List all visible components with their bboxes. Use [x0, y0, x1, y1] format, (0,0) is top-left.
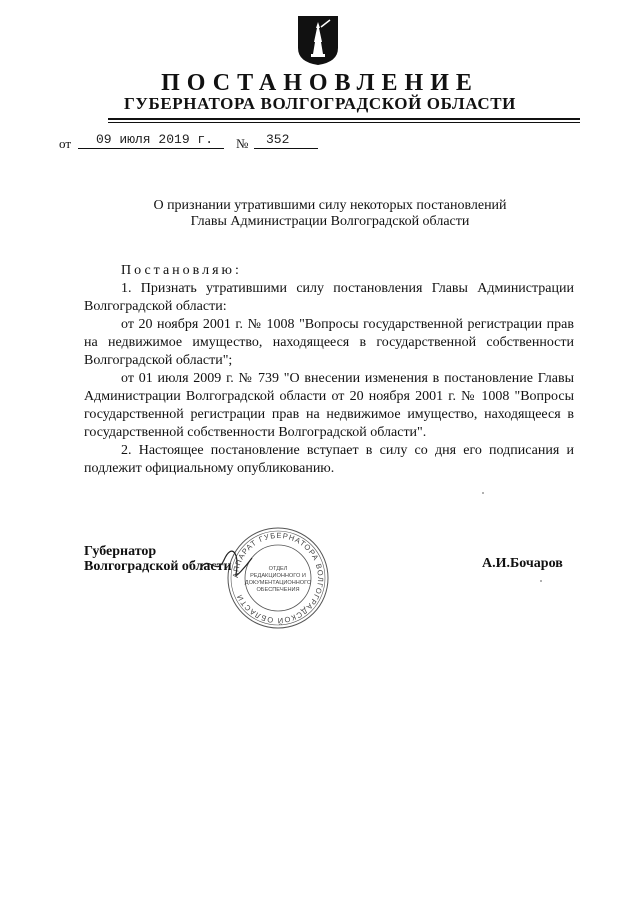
heading-line-1: О признании утратившими силу некоторых постановлений — [153, 198, 507, 213]
decree-word: Постановляю: — [121, 263, 242, 278]
signatory-position-line-1: Губернатор — [84, 544, 157, 559]
date-label: от — [59, 136, 72, 151]
handwritten-signature — [196, 548, 256, 582]
signatory-name: А.И.Бочаров — [482, 556, 563, 571]
document-title: ПОСТАНОВЛЕНИЕ — [161, 70, 479, 96]
stamp-inner-line-2: РЕДАКЦИОННОГО И — [250, 573, 306, 579]
stamp-inner-line-1: ОТДЕЛ — [268, 566, 288, 572]
date-underline — [78, 148, 224, 149]
number-underline — [254, 148, 318, 149]
scan-speck — [482, 492, 484, 494]
heading-line-2: Главы Администрации Волгоградской области — [190, 214, 470, 229]
scan-speck — [540, 580, 542, 582]
paragraph-item-2: 2. Настоящее постановление вступает в силу со дня его подписания и подлежит официальному опубликованию. — [84, 443, 574, 476]
stamp-outer-text: АППАРАТ ГУБЕРНАТОРА ВОЛГОГРАДСКОЙ ОБЛАСТИ — [230, 530, 326, 626]
paragraph-item-1: 1. Признать утратившими силу постановления Главы Администрации Волгоградской области: — [84, 281, 574, 314]
paragraph-item-1a: от 20 ноября 2001 г. № 1008 "Вопросы государственной регистрации прав на недвижимое имущество, находящееся в государственной собственности Волгоградской области"; — [84, 317, 574, 368]
volgograd-emblem-icon — [296, 14, 340, 66]
paragraph-item-1b: от 01 июля 2009 г. № 739 "О внесении изменения в постановление Главы Администрации Волгоградской области от 20 ноября 2001 г. № 1008 "Вопросы государственной регистрации прав на недвижимое имущество, находящееся в государственной собственности Волгоградской области". — [84, 371, 574, 440]
header-divider-thin — [108, 122, 580, 123]
document-subtitle: ГУБЕРНАТОРА ВОЛГОГРАДСКОЙ ОБЛАСТИ — [124, 94, 516, 113]
stamp-inner-line-3: ДОКУМЕНТАЦИОННОГО — [244, 580, 312, 586]
number-label: № — [236, 136, 249, 151]
document-heading — [120, 198, 540, 230]
date-value: 09 июля 2019 г. — [96, 132, 214, 147]
signatory-position-line-2: Волгоградской области — [84, 559, 232, 574]
stamp-inner-line-4: ОБЕСПЕЧЕНИЯ — [256, 587, 300, 593]
header-divider-thick — [108, 118, 580, 120]
number-value: 352 — [266, 132, 290, 147]
document-body — [84, 262, 574, 478]
